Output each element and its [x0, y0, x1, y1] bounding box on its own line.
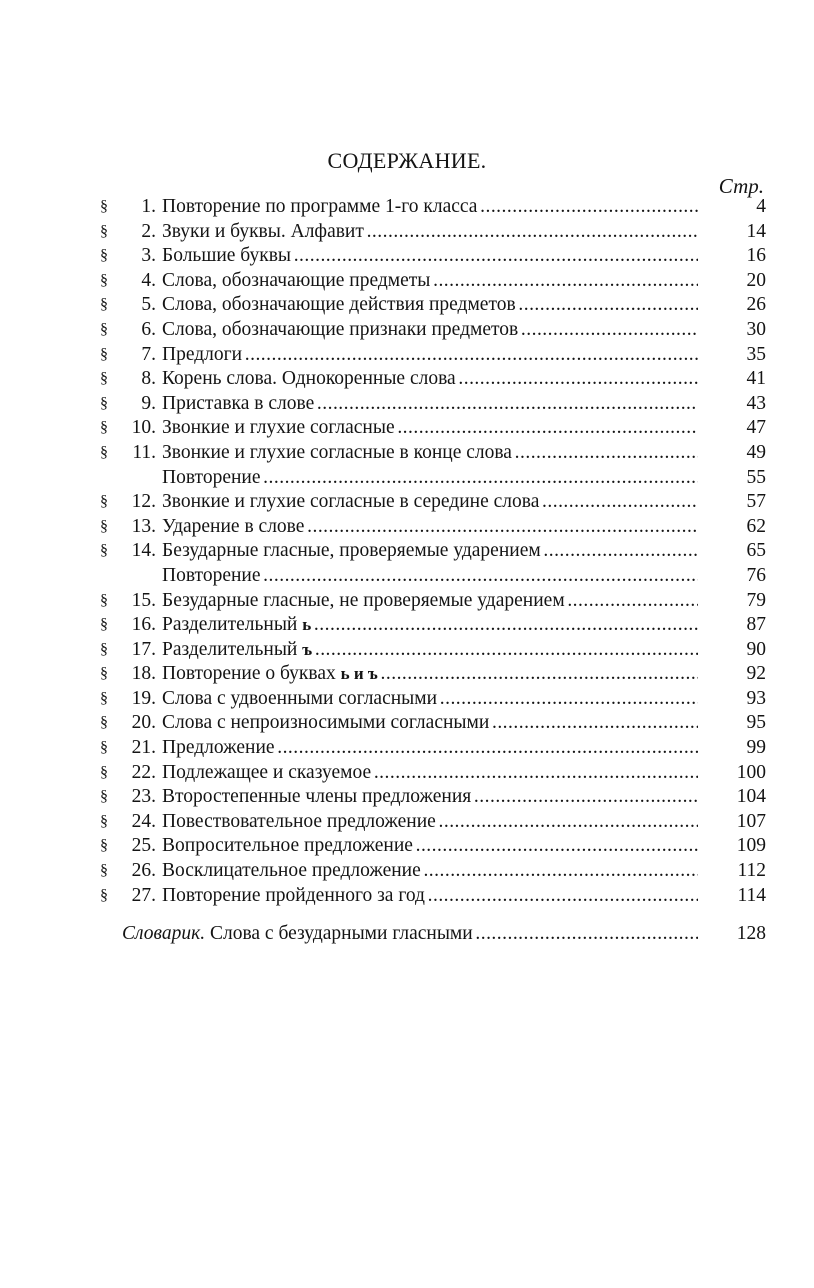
toc-entry — [100, 539, 766, 564]
entry-page-number: 93 — [746, 687, 766, 709]
entry-page-number: 109 — [736, 835, 766, 857]
entry-page-number: 62 — [746, 515, 766, 537]
entry-page-number: 90 — [746, 638, 766, 660]
entry-title — [162, 491, 539, 512]
entry-title-with-leader — [162, 834, 698, 859]
entry-title — [162, 885, 425, 906]
toc-entry — [100, 736, 766, 761]
toc-entry — [100, 638, 766, 663]
entry-title-with-leader — [162, 539, 698, 564]
section-sign: § — [100, 271, 108, 289]
entry-title-text: Слова с непроизносимыми согласными — [162, 712, 490, 734]
toc-entry — [100, 687, 766, 712]
entry-title-text: Повествовательное предложение — [162, 810, 436, 832]
entry-title-letter: ь — [302, 615, 312, 635]
entry-title-text: Звуки и буквы. Алфавит — [162, 220, 364, 242]
toc-entry — [100, 392, 766, 417]
entry-page-number: 20 — [746, 269, 766, 291]
entry-page-number: 65 — [746, 540, 766, 562]
entry-page-number: 57 — [746, 491, 766, 513]
entry-title-with-leader — [162, 785, 698, 810]
section-sign: § — [100, 886, 108, 904]
entry-title-with-leader — [162, 687, 698, 712]
entry-title-with-leader — [162, 638, 698, 663]
entry-number: 22. — [131, 761, 156, 783]
entry-title-text: Звонкие и глухие согласные в середине слова — [162, 491, 540, 513]
entry-title-text: Звонкие и глухие согласные — [162, 417, 395, 439]
toc-entry — [100, 834, 766, 859]
entry-title — [162, 786, 471, 807]
entry-title — [162, 442, 512, 463]
entry-title-text: Ударение в слове — [162, 515, 305, 537]
entry-number: 27. — [131, 884, 156, 906]
entry-title-letter: ъ — [302, 639, 313, 659]
entry-title-text: Подлежащее и сказуемое — [162, 761, 372, 783]
section-sign: § — [100, 714, 108, 732]
section-sign: § — [100, 222, 108, 240]
entry-title — [162, 860, 421, 881]
page-title: СОДЕРЖАНИЕ. — [327, 148, 487, 173]
entry-title-text: Слова с удвоенными согласными — [162, 687, 438, 709]
entry-title-with-leader — [162, 589, 698, 614]
section-sign: § — [100, 591, 108, 609]
entry-title-text: Слова, обозначающие признаки предметов — [162, 318, 519, 340]
entry-title-text: Звонкие и глухие согласные в конце слова — [162, 441, 512, 463]
entry-number: 13. — [131, 515, 156, 537]
entry-page-number: 55 — [746, 466, 766, 488]
entry-title-with-leader — [162, 392, 698, 417]
entry-title — [162, 565, 261, 586]
entry-number: 8. — [141, 368, 156, 390]
entry-title-with-leader — [162, 515, 698, 540]
toc-entry — [100, 367, 766, 392]
entry-page-number: 100 — [736, 761, 766, 783]
entry-page-number: 43 — [746, 392, 766, 414]
entry-title-with-leader — [162, 244, 698, 269]
toc-entry — [100, 564, 766, 589]
entry-title — [162, 221, 364, 242]
entry-title-with-leader — [162, 441, 698, 466]
entry-title — [162, 663, 378, 684]
entry-title — [162, 639, 312, 660]
entry-page-number: 16 — [746, 245, 766, 267]
entry-title-with-leader — [162, 490, 698, 515]
entry-number: 23. — [131, 786, 156, 808]
entry-page-number: 104 — [736, 786, 766, 808]
entry-number: 26. — [131, 860, 156, 882]
toc-entry — [100, 785, 766, 810]
entry-title-text: Повторение о буквах — [162, 663, 336, 685]
entry-page-number: 92 — [746, 663, 766, 685]
entry-title-with-leader — [162, 662, 698, 687]
entry-title-text: Разделительный — [162, 638, 298, 660]
entry-title — [162, 467, 261, 488]
entry-page-number: 14 — [746, 220, 766, 242]
entry-title — [162, 688, 437, 709]
entry-page-number: 95 — [746, 712, 766, 734]
entry-title-text: Повторение — [162, 466, 261, 488]
entry-number: 3. — [141, 245, 156, 267]
entry-number: 1. — [141, 196, 156, 217]
section-sign: § — [100, 665, 108, 683]
entry-number: 10. — [131, 417, 156, 439]
entry-title-text: Слова, обозначающие предметы — [162, 269, 431, 291]
entry-title-text: Слова, обозначающие действия предметов — [162, 294, 516, 316]
entry-title-with-leader — [162, 195, 698, 220]
entry-title — [162, 737, 275, 758]
entry-title-with-leader — [162, 367, 698, 392]
entry-number: 20. — [131, 712, 156, 734]
section-sign: § — [100, 689, 108, 707]
entry-title-with-leader — [162, 564, 698, 589]
entry-page-number: 41 — [746, 368, 766, 390]
toc-entry — [100, 293, 766, 318]
entry-title-text: Предложение — [162, 737, 275, 759]
entry-page-number: 79 — [746, 589, 766, 611]
entry-number: 14. — [131, 540, 156, 562]
entry-number: 9. — [141, 392, 156, 414]
section-sign: § — [100, 296, 108, 314]
entry-page-number: 30 — [746, 318, 766, 340]
toc-entry — [100, 195, 766, 220]
entry-page-number: 76 — [746, 564, 766, 586]
section-sign: § — [100, 812, 108, 830]
toc-entry — [100, 244, 766, 269]
section-sign: § — [100, 837, 108, 855]
entry-title-with-leader — [162, 711, 698, 736]
entry-title-with-leader — [162, 416, 698, 441]
toc-entry — [100, 613, 766, 638]
toc-entry — [100, 761, 766, 786]
entry-title — [162, 196, 477, 217]
section-sign: § — [100, 517, 108, 535]
entry-title-with-leader — [162, 293, 698, 318]
section-sign: § — [100, 862, 108, 880]
toc-entry — [100, 441, 766, 466]
entry-page-number: 4 — [756, 196, 766, 217]
page-column-label: Стр. — [718, 174, 764, 198]
toc-entry — [100, 859, 766, 884]
entry-title-with-leader — [162, 466, 698, 491]
toc-entry — [100, 318, 766, 343]
dictionary-lead: Словарик. — [122, 923, 206, 945]
entry-page-number: 114 — [737, 884, 766, 906]
toc-entry — [100, 490, 766, 515]
entry-title — [162, 590, 565, 611]
entry-title — [162, 294, 516, 315]
toc-entry — [100, 269, 766, 294]
entry-number: 16. — [131, 614, 156, 636]
entry-title-text: Повторение по программе 1-го класса — [162, 196, 478, 217]
entry-title — [162, 270, 430, 291]
entry-title-with-leader — [162, 736, 698, 761]
toc-entry — [100, 884, 766, 909]
section-sign: § — [100, 739, 108, 757]
section-sign: § — [100, 788, 108, 806]
entry-number: 4. — [141, 269, 156, 291]
entry-number: 2. — [141, 220, 156, 242]
entry-title-with-leader — [162, 859, 698, 884]
entry-page-number: 35 — [746, 343, 766, 365]
entry-title — [162, 811, 436, 832]
entry-page-number: 49 — [746, 441, 766, 463]
entry-page-number: 112 — [737, 860, 766, 882]
entry-title-text: Безударные гласные, проверяемые ударением — [162, 540, 541, 562]
section-sign: § — [100, 247, 108, 265]
toc-dictionary-entry — [100, 922, 766, 947]
entry-title-text: Восклицательное предложение — [162, 860, 421, 882]
entry-number: 6. — [141, 318, 156, 340]
entry-title-with-leader — [162, 884, 698, 909]
entry-title — [162, 417, 395, 438]
entry-title-text: Второстепенные члены предложения — [162, 786, 472, 808]
entry-number: 25. — [131, 835, 156, 857]
entry-title-letter: ь и ъ — [340, 664, 378, 684]
section-sign: § — [100, 419, 108, 437]
toc-entry — [100, 589, 766, 614]
entry-number: 5. — [141, 294, 156, 316]
entry-title-with-leader — [162, 269, 698, 294]
entry-number: 7. — [141, 343, 156, 365]
entry-title — [162, 368, 456, 389]
entry-number: 12. — [131, 491, 156, 513]
entry-number: 11. — [132, 441, 156, 463]
entry-title-with-leader — [162, 810, 698, 835]
section-sign: § — [100, 320, 108, 338]
toc-entry — [100, 466, 766, 491]
toc-entry — [100, 343, 766, 368]
table-of-contents — [100, 195, 766, 947]
toc-entry — [100, 711, 766, 736]
dictionary-title-with-leader — [122, 922, 698, 947]
entry-title-text: Предлоги — [162, 343, 243, 365]
entry-page-number: 99 — [746, 737, 766, 759]
entry-title — [162, 245, 291, 266]
entry-title-with-leader — [162, 318, 698, 343]
section-sign: § — [100, 443, 108, 461]
entry-title — [162, 712, 489, 733]
entry-title-text: Корень слова. Однокоренные слова — [162, 368, 456, 390]
dictionary-page-number: 128 — [736, 923, 766, 945]
toc-entry — [100, 220, 766, 245]
entry-title — [162, 319, 518, 340]
section-sign: § — [100, 616, 108, 634]
section-sign: § — [100, 542, 108, 560]
entry-title-text: Повторение пройденного за год — [162, 884, 425, 906]
entry-title-text: Вопросительное предложение — [162, 835, 413, 857]
entry-number: 19. — [131, 687, 156, 709]
entry-title — [162, 614, 311, 635]
section-sign: § — [100, 370, 108, 388]
section-sign: § — [100, 763, 108, 781]
entry-title — [162, 516, 304, 537]
entry-page-number: 87 — [746, 614, 766, 636]
entry-title-with-leader — [162, 613, 698, 638]
entry-title — [162, 762, 371, 783]
entry-number: 21. — [131, 737, 156, 759]
entry-number: 17. — [131, 638, 156, 660]
section-sign: § — [100, 198, 108, 215]
toc-entry — [100, 416, 766, 441]
entry-number: 15. — [131, 589, 156, 611]
entry-title-text: Большие буквы — [162, 245, 292, 267]
section-sign: § — [100, 394, 108, 412]
toc-entry — [100, 515, 766, 540]
spacer — [100, 908, 766, 922]
section-sign: § — [100, 345, 108, 363]
entry-title — [162, 393, 314, 414]
entry-number: 24. — [131, 810, 156, 832]
entry-title — [162, 835, 413, 856]
section-sign: § — [100, 640, 108, 658]
dictionary-text: Слова с безударными гласными — [209, 923, 473, 945]
entry-number: 18. — [131, 663, 156, 685]
entry-title-text: Приставка в слове — [162, 392, 315, 414]
toc-entry — [100, 810, 766, 835]
entry-title-text: Разделительный — [162, 614, 298, 636]
entry-title — [162, 344, 242, 365]
entry-title — [162, 540, 541, 561]
toc-entry — [100, 662, 766, 687]
entry-page-number: 47 — [746, 417, 766, 439]
entry-title-with-leader — [162, 220, 698, 245]
entry-title-text: Повторение — [162, 564, 261, 586]
entry-page-number: 107 — [736, 810, 766, 832]
entry-page-number: 26 — [746, 294, 766, 316]
entry-title-text: Безударные гласные, не проверяемые ударением — [162, 589, 565, 611]
section-sign: § — [100, 493, 108, 511]
entry-title-with-leader — [162, 761, 698, 786]
entry-title-with-leader — [162, 343, 698, 368]
